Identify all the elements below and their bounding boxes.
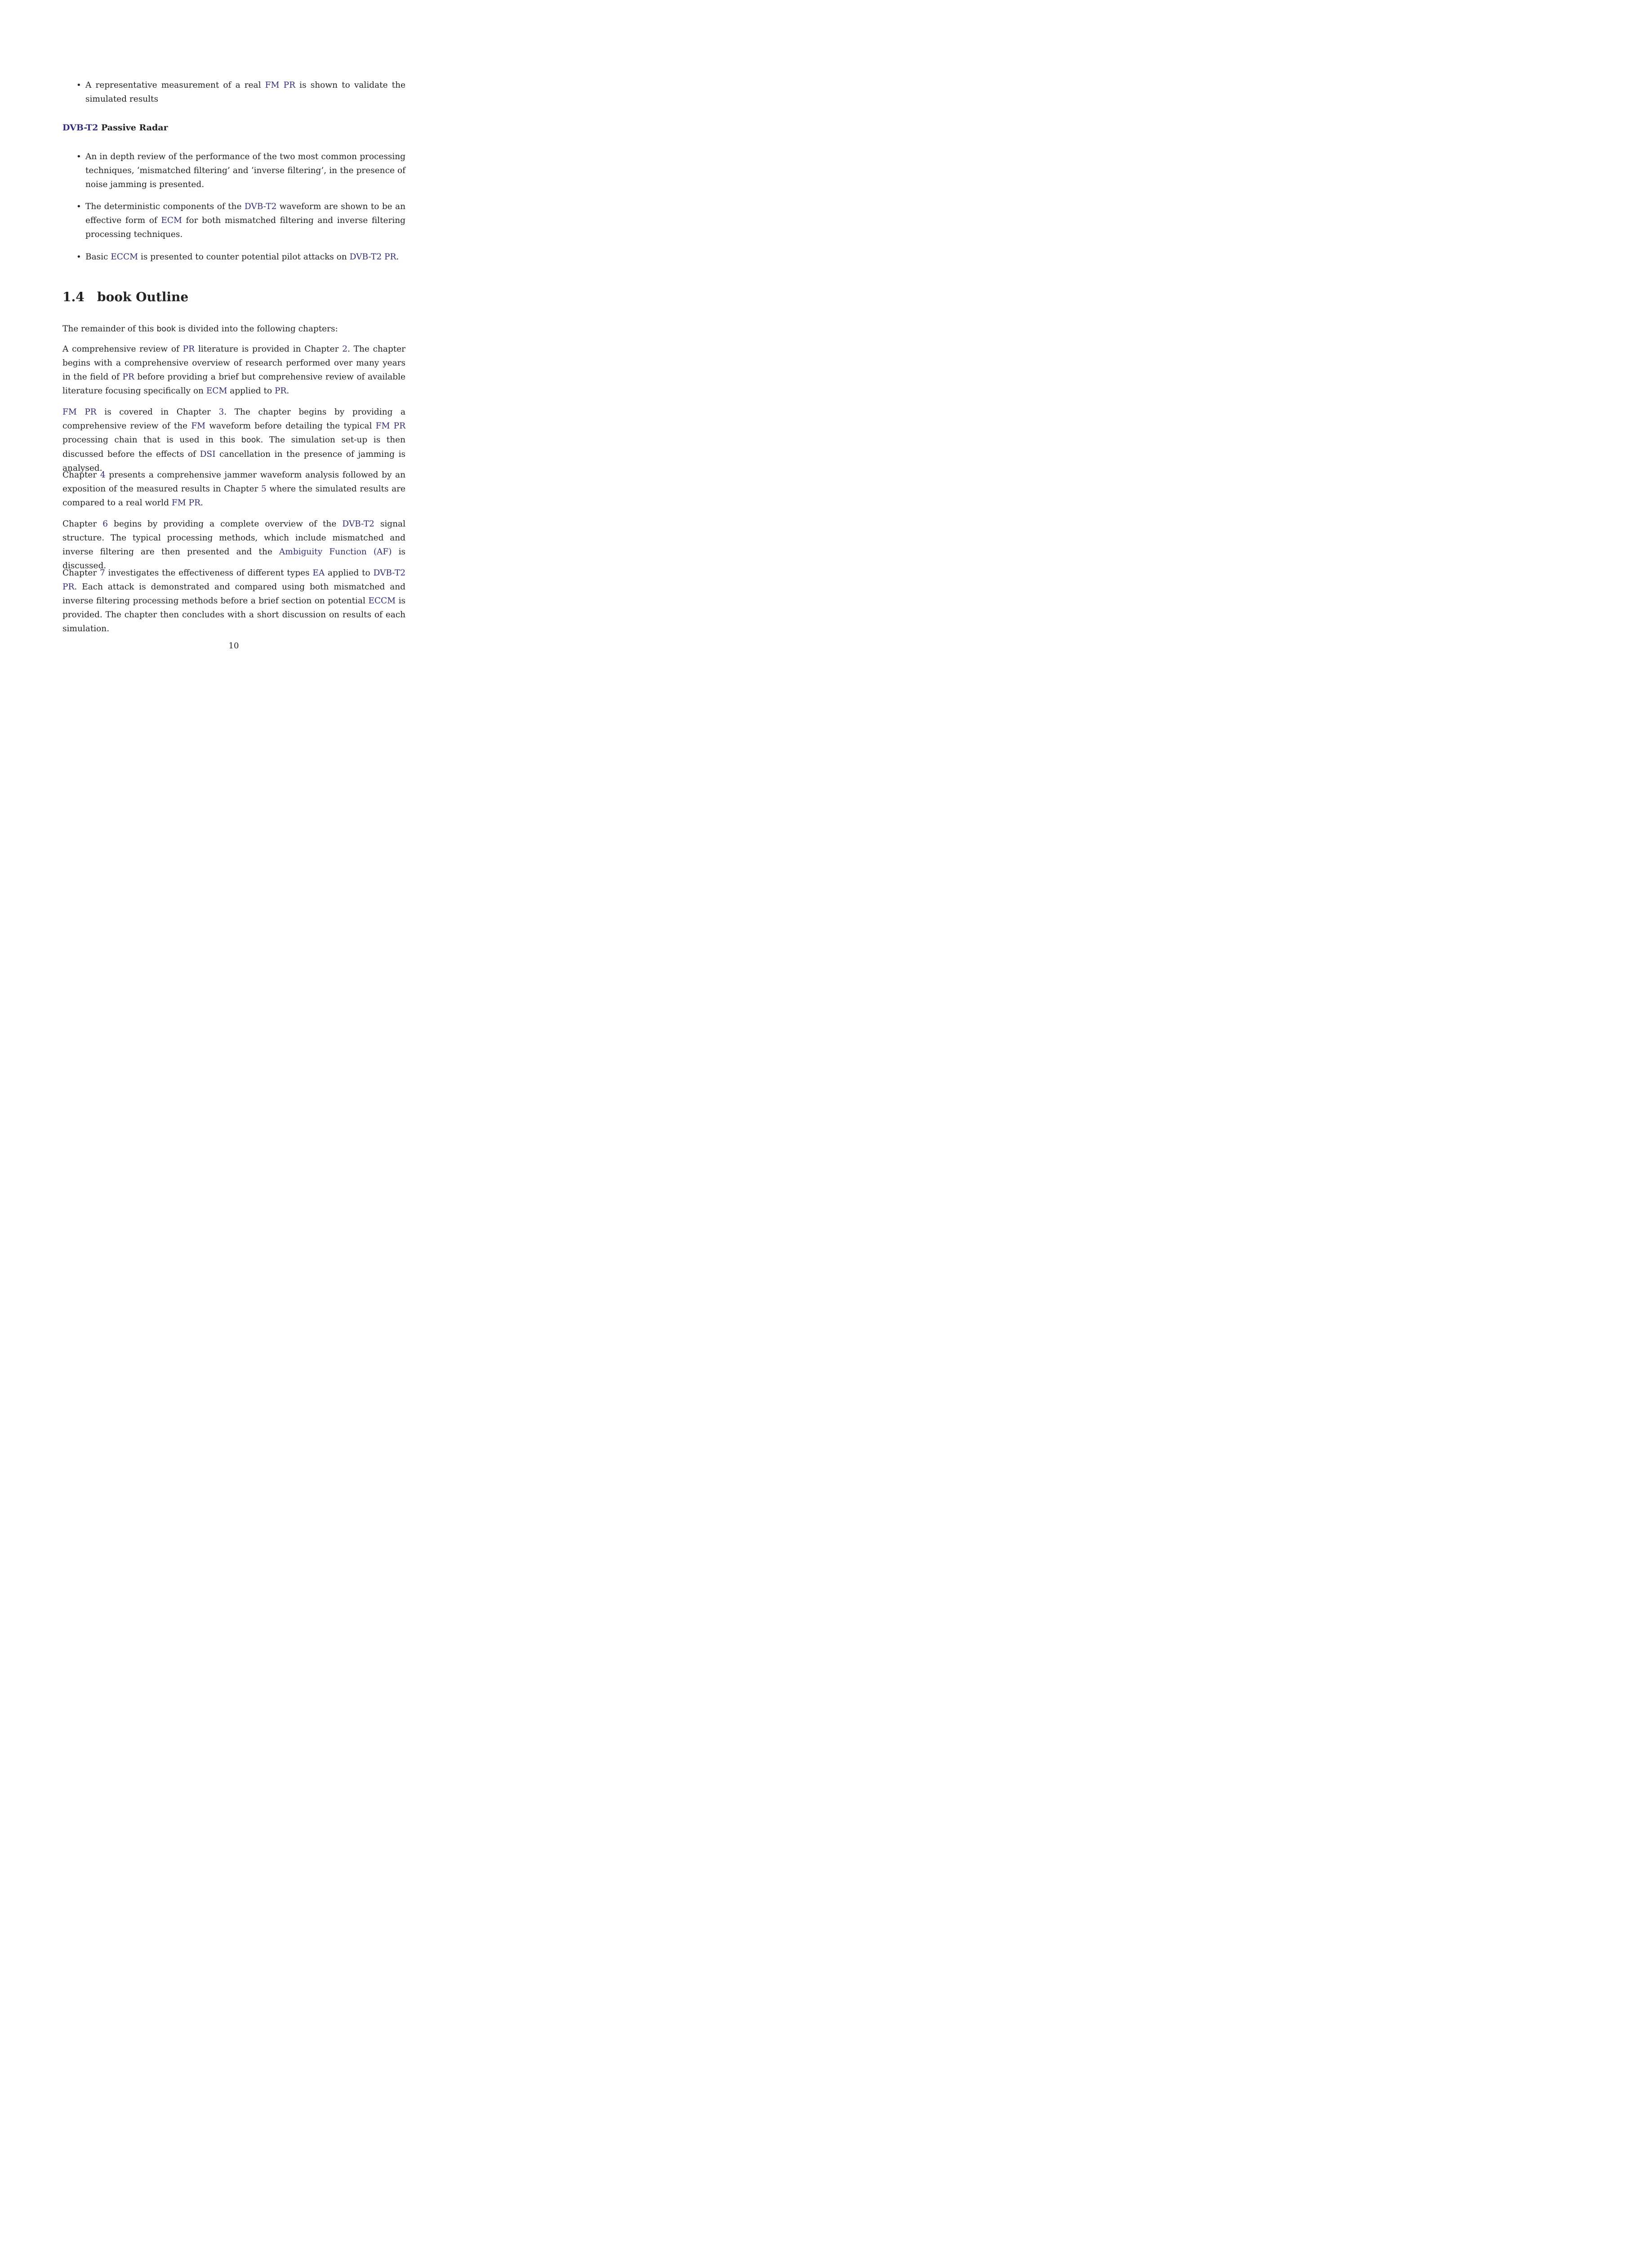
text-run: . [200, 498, 203, 508]
paragraph-chapter-2 [62, 342, 405, 398]
text-run: An in depth review of the performance of the two most common processing techniques, ‘mismatched filtering’ and ‘inverse filtering’, in the presence of noise jamming is presented. [85, 152, 405, 189]
paragraph-chapter-3 [62, 405, 405, 475]
section-heading [62, 289, 188, 305]
cross-reference-link[interactable]: 5 [261, 484, 267, 494]
text-run: Passive Radar [98, 123, 168, 133]
text-run: . [396, 252, 399, 262]
cross-reference-link[interactable]: DVB-T2 [342, 519, 374, 529]
document-page [0, 0, 472, 713]
bullet-item-deterministic [85, 200, 405, 241]
text-run: waveform are shown to be an effective form of [85, 202, 405, 225]
cross-reference-link[interactable]: ECM [161, 216, 182, 225]
text-run: is presented to counter potential pilot attacks on [138, 252, 350, 262]
cross-reference-link[interactable]: PR [274, 386, 287, 396]
text-run: Chapter [62, 568, 100, 578]
text-run: . The chapter begins by providing a comprehensive review of the [62, 407, 405, 431]
paragraph-chapter-4-5 [62, 468, 405, 510]
paragraph-intro [62, 322, 405, 336]
cross-reference-link[interactable]: 6 [102, 519, 108, 529]
text-run: is divided into the following chapters: [175, 324, 338, 334]
inline-term: book [241, 436, 261, 445]
text-run: where the simulated results are compared to a real world [62, 484, 405, 508]
text-run: for both mismatched filtering and inverse filtering processing techniques. [85, 216, 406, 239]
paragraph-chapter-7 [62, 566, 405, 636]
cross-reference-link[interactable]: 7 [99, 568, 105, 578]
text-run: signal structure. The typical processing methods, which include mismatched and inverse filtering are then presented and the [62, 519, 405, 557]
text-run: is shown to validate the simulated results [85, 80, 405, 104]
bullet-marker: • [76, 252, 81, 262]
cross-reference-link[interactable]: DSI [200, 450, 216, 459]
inline-term: book [156, 325, 176, 334]
cross-reference-link[interactable]: ECM [206, 386, 227, 396]
text-run: cancellation in the presence of jamming is analysed. [62, 450, 405, 473]
text-run: processing chain that is used in this [62, 435, 241, 445]
cross-reference-link[interactable]: Ambiguity Function (AF) [279, 547, 392, 557]
text-run: begins by providing a complete overview of the [108, 519, 343, 529]
cross-reference-link[interactable]: DVB-T2 [62, 123, 98, 133]
cross-reference-link[interactable]: 2 [342, 344, 347, 354]
text-run: Chapter [62, 470, 100, 480]
section-title: Outline [136, 290, 189, 304]
text-run: A representative measurement of a real [85, 80, 265, 90]
text-run: Chapter [62, 519, 103, 529]
page-number: 10 [228, 641, 239, 651]
cross-reference-link[interactable]: FM PR [375, 421, 405, 431]
text-run: investigates the effectiveness of different types [105, 568, 313, 578]
cross-reference-link[interactable]: FM PR [62, 407, 97, 417]
subheading-dvb-t2-passive-radar [62, 121, 168, 135]
cross-reference-link[interactable]: FM PR [265, 80, 295, 90]
bullet-item-review [85, 150, 405, 192]
text-run: . [286, 386, 289, 396]
cross-reference-link[interactable]: PR [183, 344, 195, 354]
text-run: The remainder of this [62, 324, 157, 334]
text-run: presents a comprehensive jammer waveform analysis followed by an exposition of the measured results in Chapter [62, 470, 405, 494]
text-run: . Each attack is demonstrated and compared using both mismatched and inverse filtering processing methods before a brief section on potential [62, 582, 405, 606]
bullet-marker: • [76, 80, 81, 90]
cross-reference-link[interactable]: FM PR [171, 498, 200, 508]
cross-reference-link[interactable]: DVB-T2 PR [349, 252, 396, 262]
cross-reference-link[interactable]: FM [191, 421, 206, 431]
cross-reference-link[interactable]: PR [122, 372, 134, 382]
text-run: . The simulation set-up is then discussed before the effects of [62, 435, 405, 459]
cross-reference-link[interactable]: DVB-T2 [244, 202, 277, 211]
bullet-marker: • [76, 152, 81, 161]
cross-reference-link[interactable]: 4 [100, 470, 106, 480]
text-run: before providing a brief but comprehensive review of available literature focusing specifically on [62, 372, 405, 396]
text-run: waveform before detailing the typical [205, 421, 376, 431]
text-run: is discussed. [62, 547, 406, 571]
text-run: applied to [325, 568, 374, 578]
text-run: literature is provided in Chapter [195, 344, 343, 354]
bullet-item-eccm [85, 250, 405, 264]
bullet-item-fm-measurement [85, 78, 405, 106]
section-word: book [97, 290, 132, 304]
cross-reference-link[interactable]: 3 [218, 407, 224, 417]
text-run: The deterministic components of the [85, 202, 245, 211]
bullet-marker: • [76, 202, 81, 211]
text-run: is covered in Chapter [96, 407, 219, 417]
text-run: A comprehensive review of [62, 344, 183, 354]
text-run: Basic [85, 252, 111, 262]
cross-reference-link[interactable]: EA [312, 568, 325, 578]
text-run: . The chapter begins with a comprehensive overview of research performed over many years in the field of [62, 344, 405, 382]
paragraph-chapter-6 [62, 517, 405, 573]
text-run: is provided. The chapter then concludes with a short discussion on results of each simulation. [62, 596, 405, 633]
cross-reference-link[interactable]: DVB-T2 PR [62, 568, 405, 592]
cross-reference-link[interactable]: ECCM [368, 596, 396, 606]
cross-reference-link[interactable]: ECCM [111, 252, 138, 262]
text-run: applied to [227, 386, 275, 396]
section-number: 1.4 [62, 290, 85, 304]
